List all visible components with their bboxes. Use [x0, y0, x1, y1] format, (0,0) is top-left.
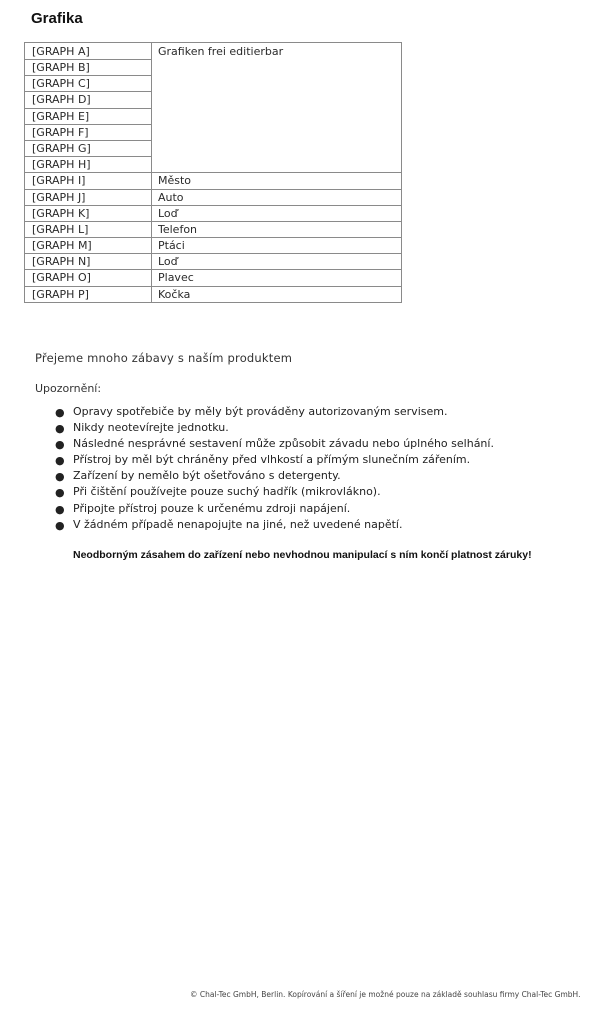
label-cell: Loď [152, 254, 402, 270]
bullet-icon: ● [55, 502, 65, 516]
graphics-table [24, 42, 402, 303]
list-item [55, 452, 494, 468]
table-row [25, 254, 402, 270]
bullet-icon: ● [55, 470, 65, 484]
list-item [55, 468, 494, 484]
bullet-icon: ● [55, 454, 65, 468]
label-cell: Telefon [152, 221, 402, 237]
graph-cell: [GRAPH P] [25, 286, 152, 302]
graph-cell: [GRAPH D] [25, 92, 152, 108]
graph-cell: [GRAPH M] [25, 238, 152, 254]
warning-text: Připojte přístroj pouze k určenému zdroji napájení. [73, 501, 351, 515]
table-row [25, 286, 402, 302]
warranty-notice: Neodborným zásahem do zařízení nebo nevhodnou manipulací s ním končí platnost záruky! [73, 549, 532, 561]
graph-cell: [GRAPH C] [25, 76, 152, 92]
list-item [55, 436, 494, 452]
graph-cell: [GRAPH G] [25, 140, 152, 156]
warning-text: Opravy spotřebiče by měly být prováděny autorizovaným servisem. [73, 405, 448, 418]
editable-note-cell: Grafiken frei editierbar [152, 43, 402, 173]
graph-cell: [GRAPH J] [25, 189, 152, 205]
graph-cell: [GRAPH I] [25, 173, 152, 189]
table-row [25, 173, 402, 189]
list-item [55, 501, 494, 517]
welcome-text: Přejeme mnoho zábavy s naším produktem [35, 351, 293, 365]
warning-text: V žádném případě nenapojujte na jiné, než uvedené napětí. [73, 517, 403, 531]
label-cell: Auto [152, 189, 402, 205]
list-item [55, 404, 494, 420]
graph-cell: [GRAPH F] [25, 124, 152, 140]
table-row [25, 43, 402, 60]
warning-text: Zařízení by nemělo být ošetřováno s detergenty. [73, 469, 341, 483]
table-row [25, 205, 402, 221]
list-item [55, 484, 494, 500]
bullet-icon: ● [55, 406, 65, 419]
label-cell: Kočka [152, 286, 402, 302]
warnings-list [55, 404, 494, 533]
table-row [25, 189, 402, 205]
label-cell: Ptáci [152, 238, 402, 254]
label-cell: Plavec [152, 270, 402, 286]
graph-cell: [GRAPH H] [25, 157, 152, 173]
graph-cell: [GRAPH L] [25, 221, 152, 237]
bullet-icon: ● [55, 486, 65, 500]
warning-text: Přístroj by měl být chráněny před vlhkostí a přímým slunečním zářením. [73, 453, 471, 467]
table-row [25, 238, 402, 254]
notice-title: Upozornění: [35, 382, 102, 395]
list-item [55, 517, 494, 533]
bullet-icon: ● [55, 422, 65, 436]
table-row [25, 270, 402, 286]
bullet-icon: ● [55, 438, 65, 452]
table-row [25, 221, 402, 237]
graph-cell: [GRAPH O] [25, 270, 152, 286]
list-item [55, 420, 494, 436]
warning-text: Nikdy neotevírejte jednotku. [73, 421, 229, 435]
warning-text: Následné nesprávné sestavení může způsobit závadu nebo úplného selhání. [73, 437, 494, 451]
graph-cell: [GRAPH A] [25, 43, 152, 60]
graph-cell: [GRAPH K] [25, 205, 152, 221]
graph-cell: [GRAPH N] [25, 254, 152, 270]
copyright-footer: © Chal-Tec GmbH, Berlin. Kopírování a šíření je možné pouze na základě souhlasu firmy Chal-Tec GmbH. [190, 990, 581, 999]
graph-cell: [GRAPH E] [25, 108, 152, 124]
warning-text: Při čištění používejte pouze suchý hadřík (mikrovlákno). [73, 485, 381, 499]
label-cell: Město [152, 173, 402, 189]
bullet-icon: ● [55, 518, 65, 532]
label-cell: Loď [152, 205, 402, 221]
page-title: Grafika [31, 10, 83, 27]
graph-cell: [GRAPH B] [25, 60, 152, 76]
